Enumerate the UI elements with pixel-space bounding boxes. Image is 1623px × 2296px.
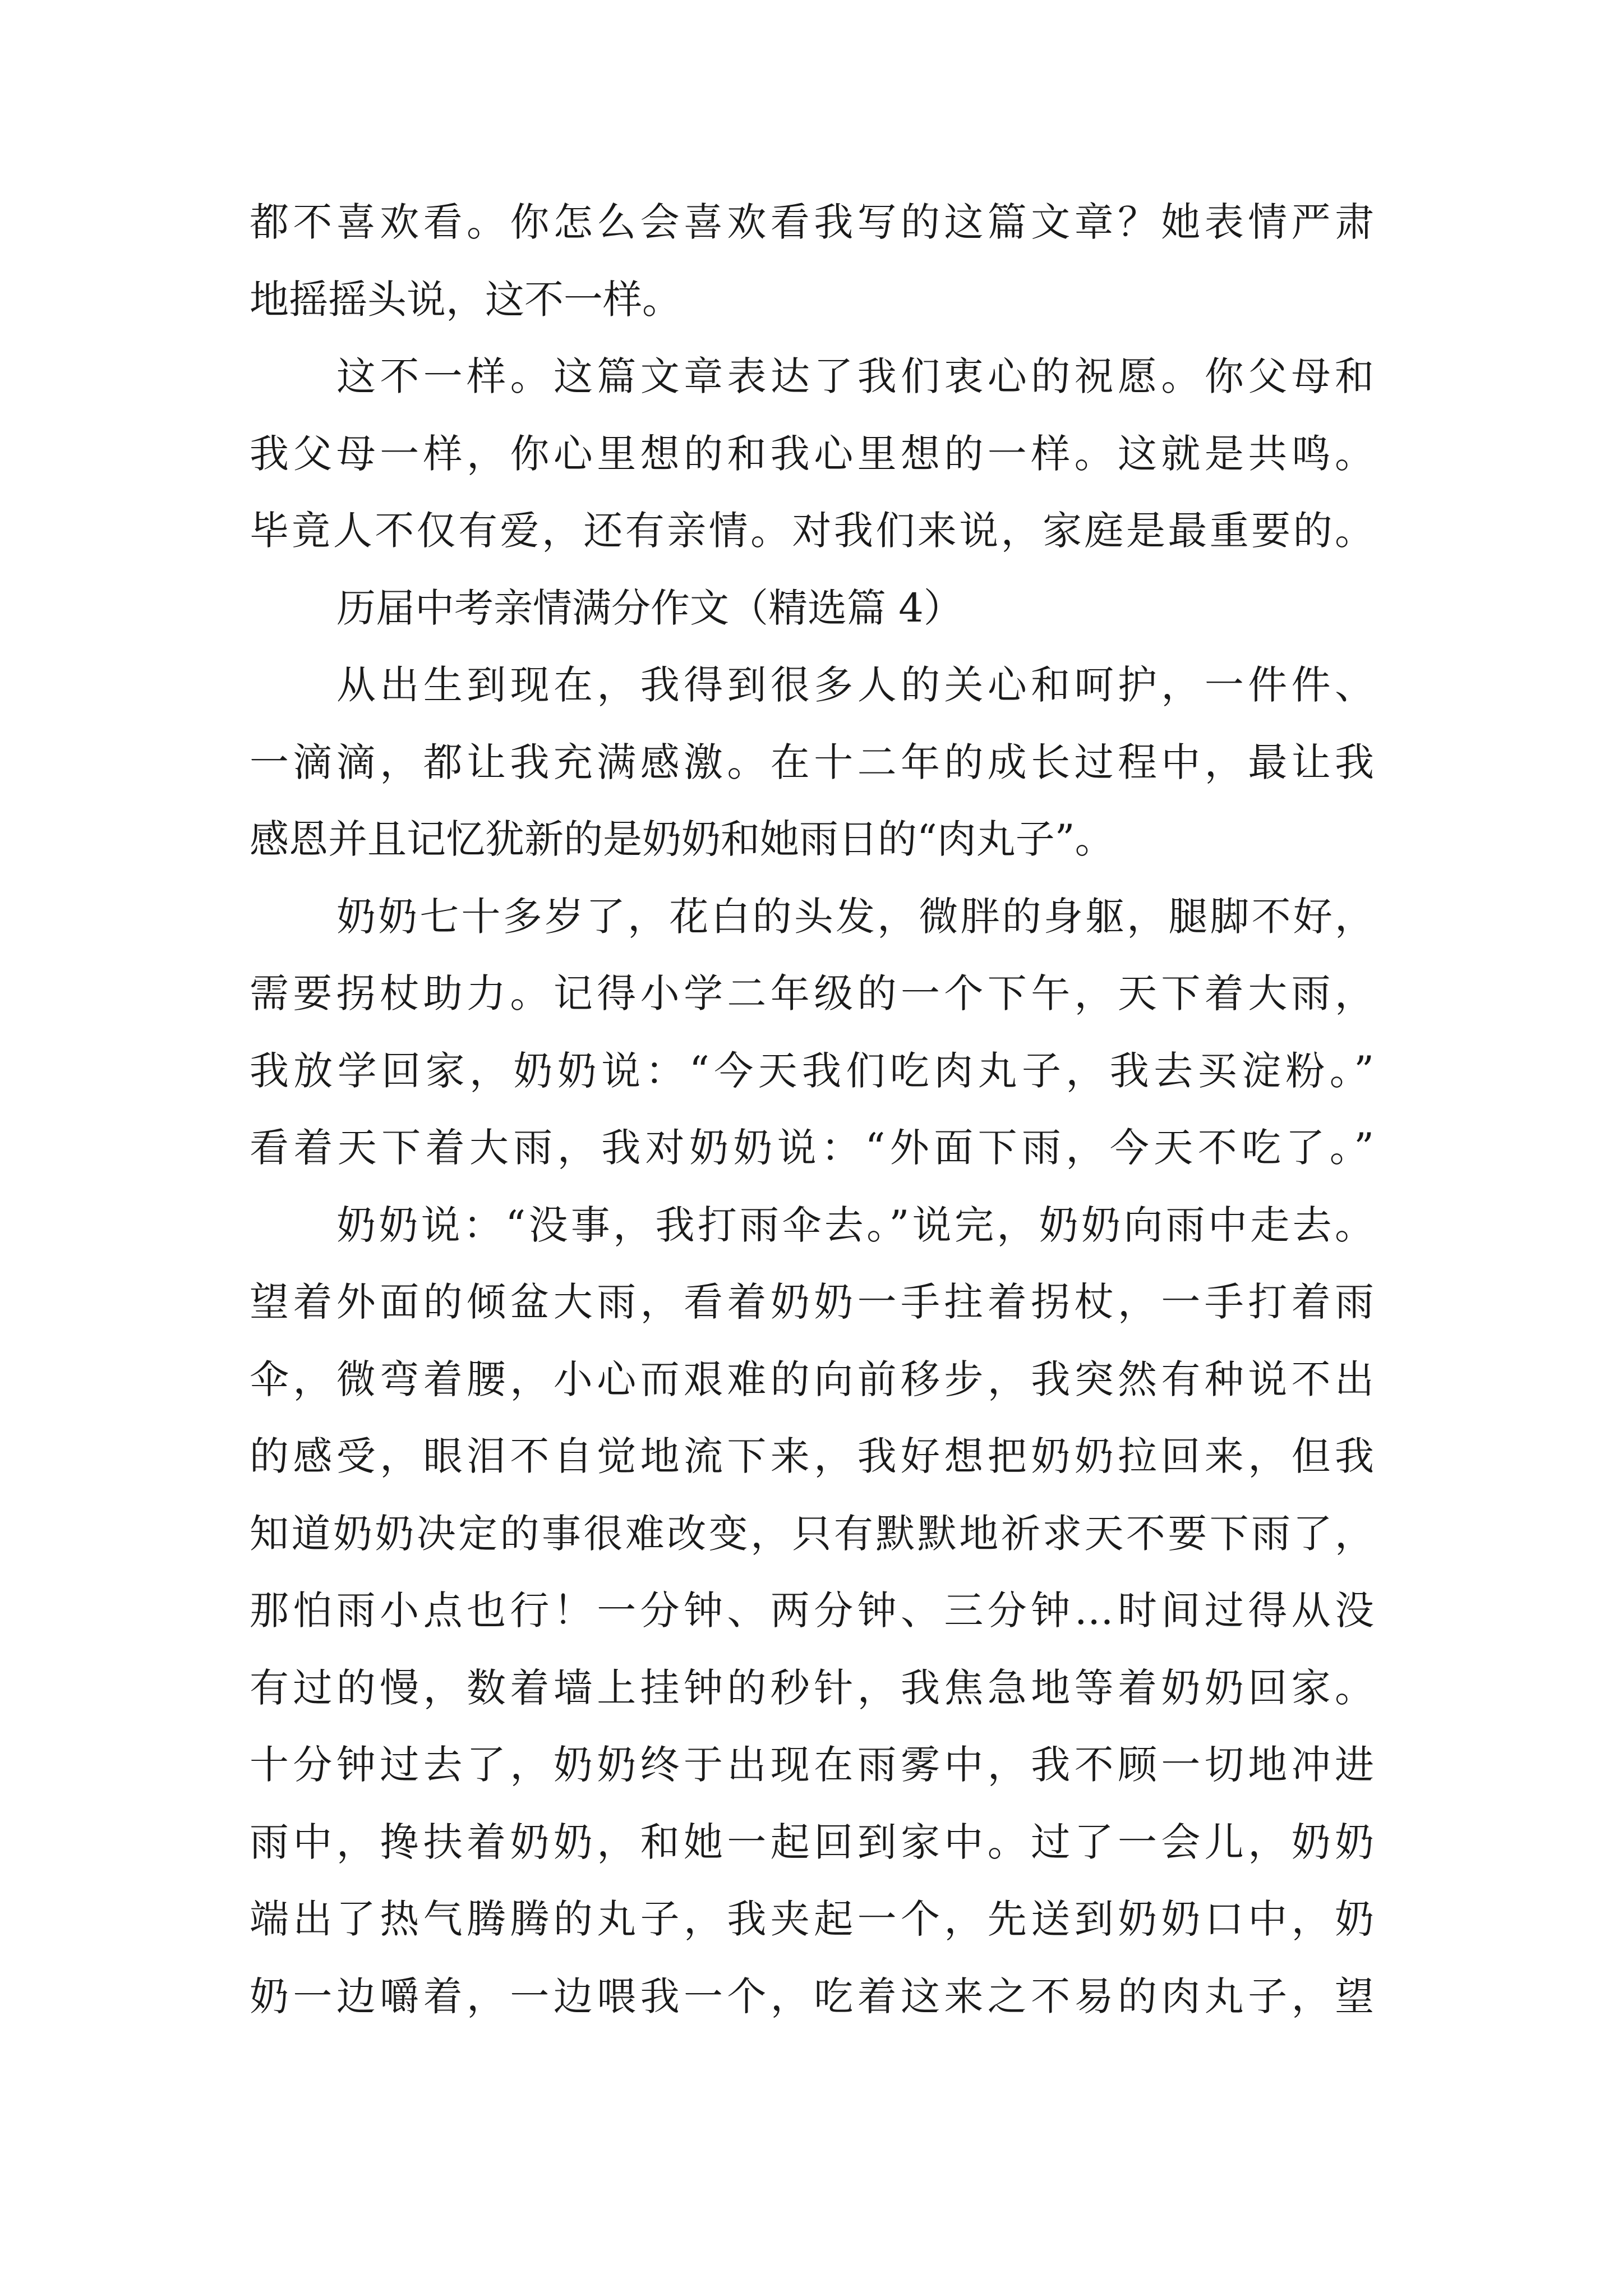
text-line: 十分钟过去了，奶奶终于出现在雨雾中，我不顾一切地冲进: [250, 1742, 1374, 1788]
paragraph-first-line: 这不一样。这篇文章表达了我们衷心的祝愿。你父母和: [336, 353, 1374, 399]
text-line: 我放学回家，奶奶说：“今天我们吃肉丸子，我去买淀粉。”: [250, 1048, 1374, 1094]
paragraph-first-line: 奶奶七十多岁了，花白的头发，微胖的身躯，腿脚不好，: [336, 894, 1374, 940]
paragraph-first-line: 从出生到现在，我得到很多人的关心和呵护，一件件、: [336, 662, 1374, 708]
text-line: 一滴滴，都让我充满感激。在十二年的成长过程中，最让我: [250, 739, 1374, 785]
text-line: 我父母一样，你心里想的和我心里想的一样。这就是共鸣。: [250, 431, 1374, 477]
text-line: 知道奶奶决定的事很难改变，只有默默地祈求天不要下雨了，: [250, 1511, 1374, 1557]
paragraph-first-line: 历届中考亲情满分作文（精选篇 4）: [336, 585, 963, 631]
text-line: 毕竟人不仅有爱，还有亲情。对我们来说，家庭是最重要的。: [250, 508, 1374, 554]
text-line: 有过的慢，数着墙上挂钟的秒针，我焦急地等着奶奶回家。: [250, 1665, 1374, 1711]
text-line: 的感受，眼泪不自觉地流下来，我好想把奶奶拉回来，但我: [250, 1433, 1374, 1479]
text-line: 看着天下着大雨，我对奶奶说：“外面下雨，今天不吃了。”: [250, 1125, 1374, 1171]
text-line: 雨中，搀扶着奶奶，和她一起回到家中。过了一会儿，奶奶: [250, 1819, 1374, 1865]
text-line: 感恩并且记忆犹新的是奶奶和她雨日的“肉丸子”。: [250, 816, 1114, 862]
text-line: 需要拐杖助力。记得小学二年级的一个下午，天下着大雨，: [250, 970, 1374, 1016]
paragraph-first-line: 奶奶说：“没事，我打雨伞去。”说完，奶奶向雨中走去。: [336, 1202, 1374, 1248]
text-line: 望着外面的倾盆大雨，看着奶奶一手拄着拐杖，一手打着雨: [250, 1279, 1374, 1325]
text-line: 端出了热气腾腾的丸子，我夹起一个，先送到奶奶口中，奶: [250, 1896, 1374, 1942]
text-line: 伞，微弯着腰，小心而艰难的向前移步，我突然有种说不出: [250, 1356, 1374, 1402]
text-line: 奶一边嚼着，一边喂我一个，吃着这来之不易的肉丸子，望: [250, 1973, 1374, 2019]
text-line: 地摇摇头说，这不一样。: [250, 277, 681, 323]
text-line: 都不喜欢看。你怎么会喜欢看我写的这篇文章？她表情严肃: [250, 199, 1374, 245]
text-line: 那怕雨小点也行！一分钟、两分钟、三分钟…时间过得从没: [250, 1588, 1374, 1634]
